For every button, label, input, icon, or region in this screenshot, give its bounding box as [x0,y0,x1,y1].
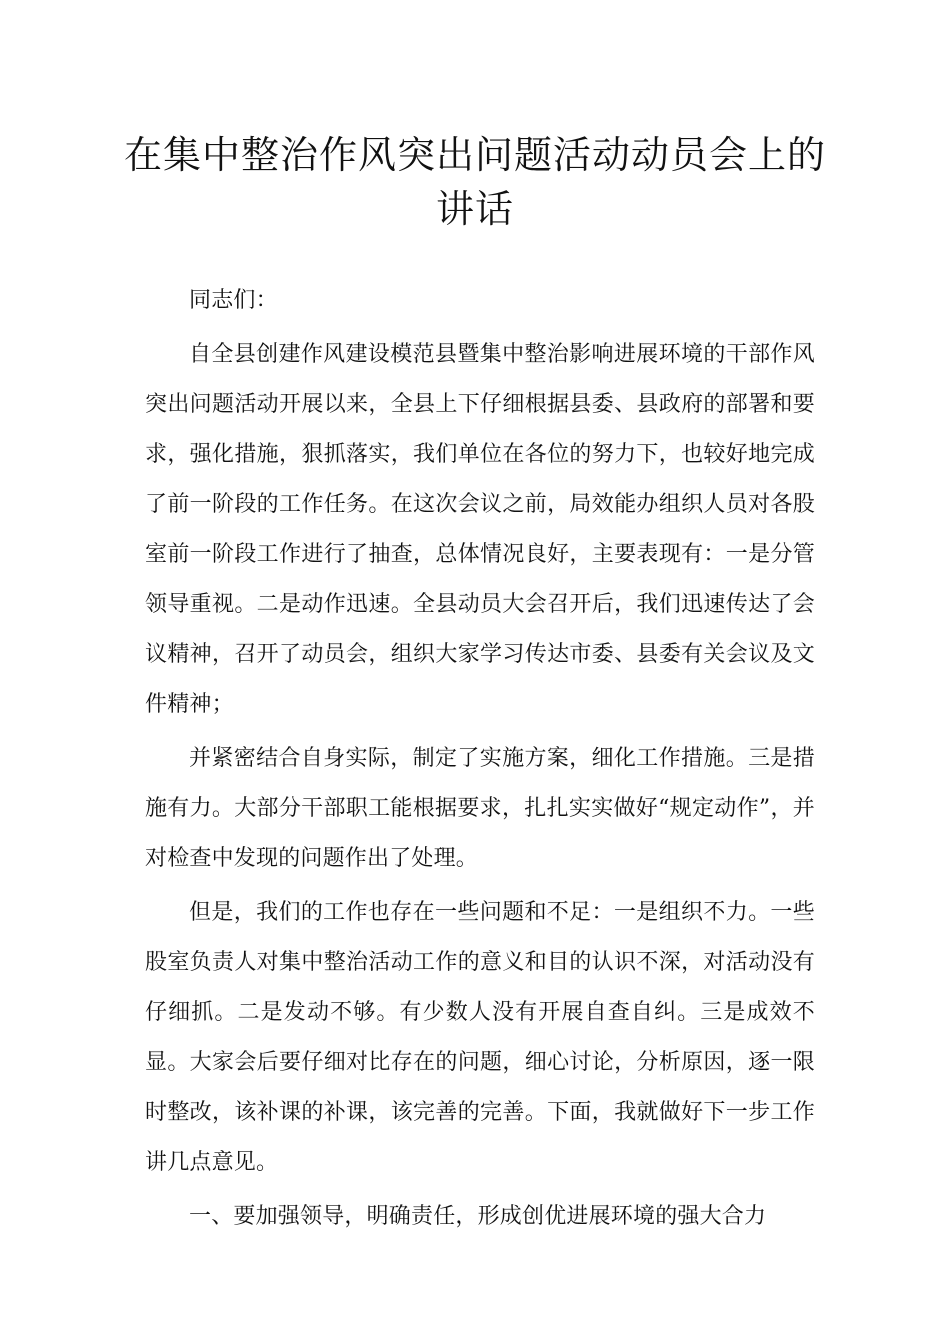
document-title: 在集中整治作风突出问题活动动员会上的讲话 [123,133,826,231]
body-paragraph: 但是，我们的工作也存在一些问题和不足：一是组织不力。一些股室负责人对集中整治活动工作的意义和目的认识不深，对活动没有仔细抓。二是发动不够。有少数人没有开展自查自纠。三是成效不显。大家会后要仔细对比存在的问题，细心讨论，分析原因，逐一限时整改，该补课的补课，该完善的完善。下面，我就做好下一步工作讲几点意见。 [145,900,815,1175]
body-paragraph: 自全县创建作风建设模范县暨集中整治影响进展环境的干部作风突出问题活动开展以来，全县上下仔细根据县委、县政府的部署和要求，强化措施，狠抓落实，我们单位在各位的努力下，也较好地完成了前一阶段的工作任务。在这次会议之前，局效能办组织人员对各股室前一阶段工作进行了抽查，总体情况良好，主要表现有：一是分管领导重视。二是动作迅速。全县动员大会召开后，我们迅速传达了会议精神，召开了动员会，组织大家学习传达市委、县委有关会议及文件精神； [145,342,815,717]
section-heading: 一、要加强领导，明确责任，形成创优进展环境的强大合力 [189,1204,767,1229]
document-body [145,276,815,1246]
salutation-paragraph: 同志们： [189,288,278,313]
body-paragraph: 并紧密结合自身实际，制定了实施方案，细化工作措施。三是措施有力。大部分干部职工能根据要求，扎扎实实做好“规定动作”，并对检查中发现的问题作出了处理。 [145,746,815,871]
